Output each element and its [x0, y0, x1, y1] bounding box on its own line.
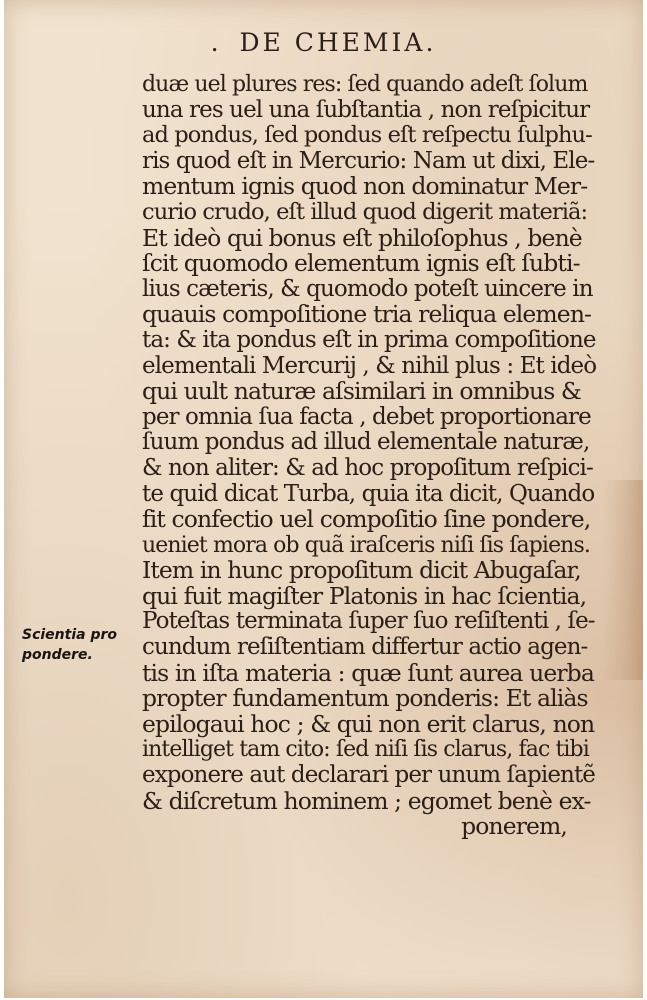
text-line: ad pondus, ſed pondus eſt reſpectu ſulphu- [142, 122, 592, 149]
text-line: tis in iſta materia : quæ ſunt aurea uerba [142, 658, 594, 687]
text-line: intelliget tam cito: ſed niſi ſis clarus, fac tibi [142, 737, 589, 763]
text-line: exponere aut declarari per unum ſapientẽ [142, 762, 596, 789]
running-head-mark: . [210, 28, 222, 57]
text-line: ponerem, [461, 812, 567, 841]
text-line: & non aliter: & ad hoc propoſitum reſpici- [142, 454, 593, 481]
text-line: propter fundamentum ponderis: Et aliàs [142, 684, 588, 713]
text-line: ſuum pondus ad illud elementale naturæ, [142, 429, 590, 456]
text-line: & diſcretum hominem ; egomet benè ex- [142, 786, 591, 815]
text-line: duæ uel plures res: ſed quando adeſt ſolum [142, 72, 588, 97]
text-line: Poteſtas terminata ſuper ſuo reſiſtenti , ſe- [142, 608, 595, 635]
text-line: cundum reſiſtentiam differtur actio agen- [142, 634, 588, 661]
text-line: ſcit quomodo elementum ignis eſt ſubti- [142, 249, 580, 278]
text-line: qui fuit magiſter Platonis in hac ſcientia, [142, 581, 587, 610]
running-head-title: DE CHEMIA. [239, 28, 437, 57]
book-page [4, 0, 643, 998]
text-line: curio crudo, eſt illud quod digerit materiã: [142, 198, 588, 225]
text-line: ueniet mora ob quã iraſceris niſi ſis ſapiens. [142, 532, 590, 558]
marginal-note-line: pondere. [22, 647, 93, 663]
text-line: per omnia ſua facta , debet proportionare [142, 403, 591, 430]
text-line: Item in hunc propoſitum dicit Abugaſar, [142, 556, 581, 585]
text-line: qui uult naturæ aſsimilari in omnibus & [142, 377, 581, 406]
text-line: te quid dicat Turba, quia ita dicit, Quando [142, 480, 595, 507]
text-line: ta: & ita pondus eſt in prima compoſitione [142, 326, 596, 353]
body-text [142, 72, 597, 840]
page-edge-stain [603, 480, 643, 680]
text-line: Et ideò qui bonus eſt philoſophus , benè [142, 223, 582, 252]
text-line: quauis compoſitione tria reliqua elemen- [142, 300, 592, 329]
marginal-note-line: Scientia pro [22, 627, 117, 643]
marginal-note [22, 625, 132, 665]
text-line: una res uel una ſubſtantia , non reſpicitur [142, 96, 590, 123]
text-line: ris quod eſt in Mercurio: Nam ut dixi, Ele- [142, 147, 595, 174]
text-line: epilogaui hoc ; & qui non erit clarus, non [142, 709, 595, 738]
text-line: lius cæteris, & quomodo poteſt uincere in [142, 275, 593, 302]
text-line: elementali Mercurij , & nihil plus : Et ideò [142, 352, 597, 379]
text-line: fit confectio uel compoſitio ſine pondere, [142, 505, 591, 534]
text-line: mentum ignis quod non dominatur Mer- [142, 172, 588, 201]
running-head [4, 28, 643, 57]
